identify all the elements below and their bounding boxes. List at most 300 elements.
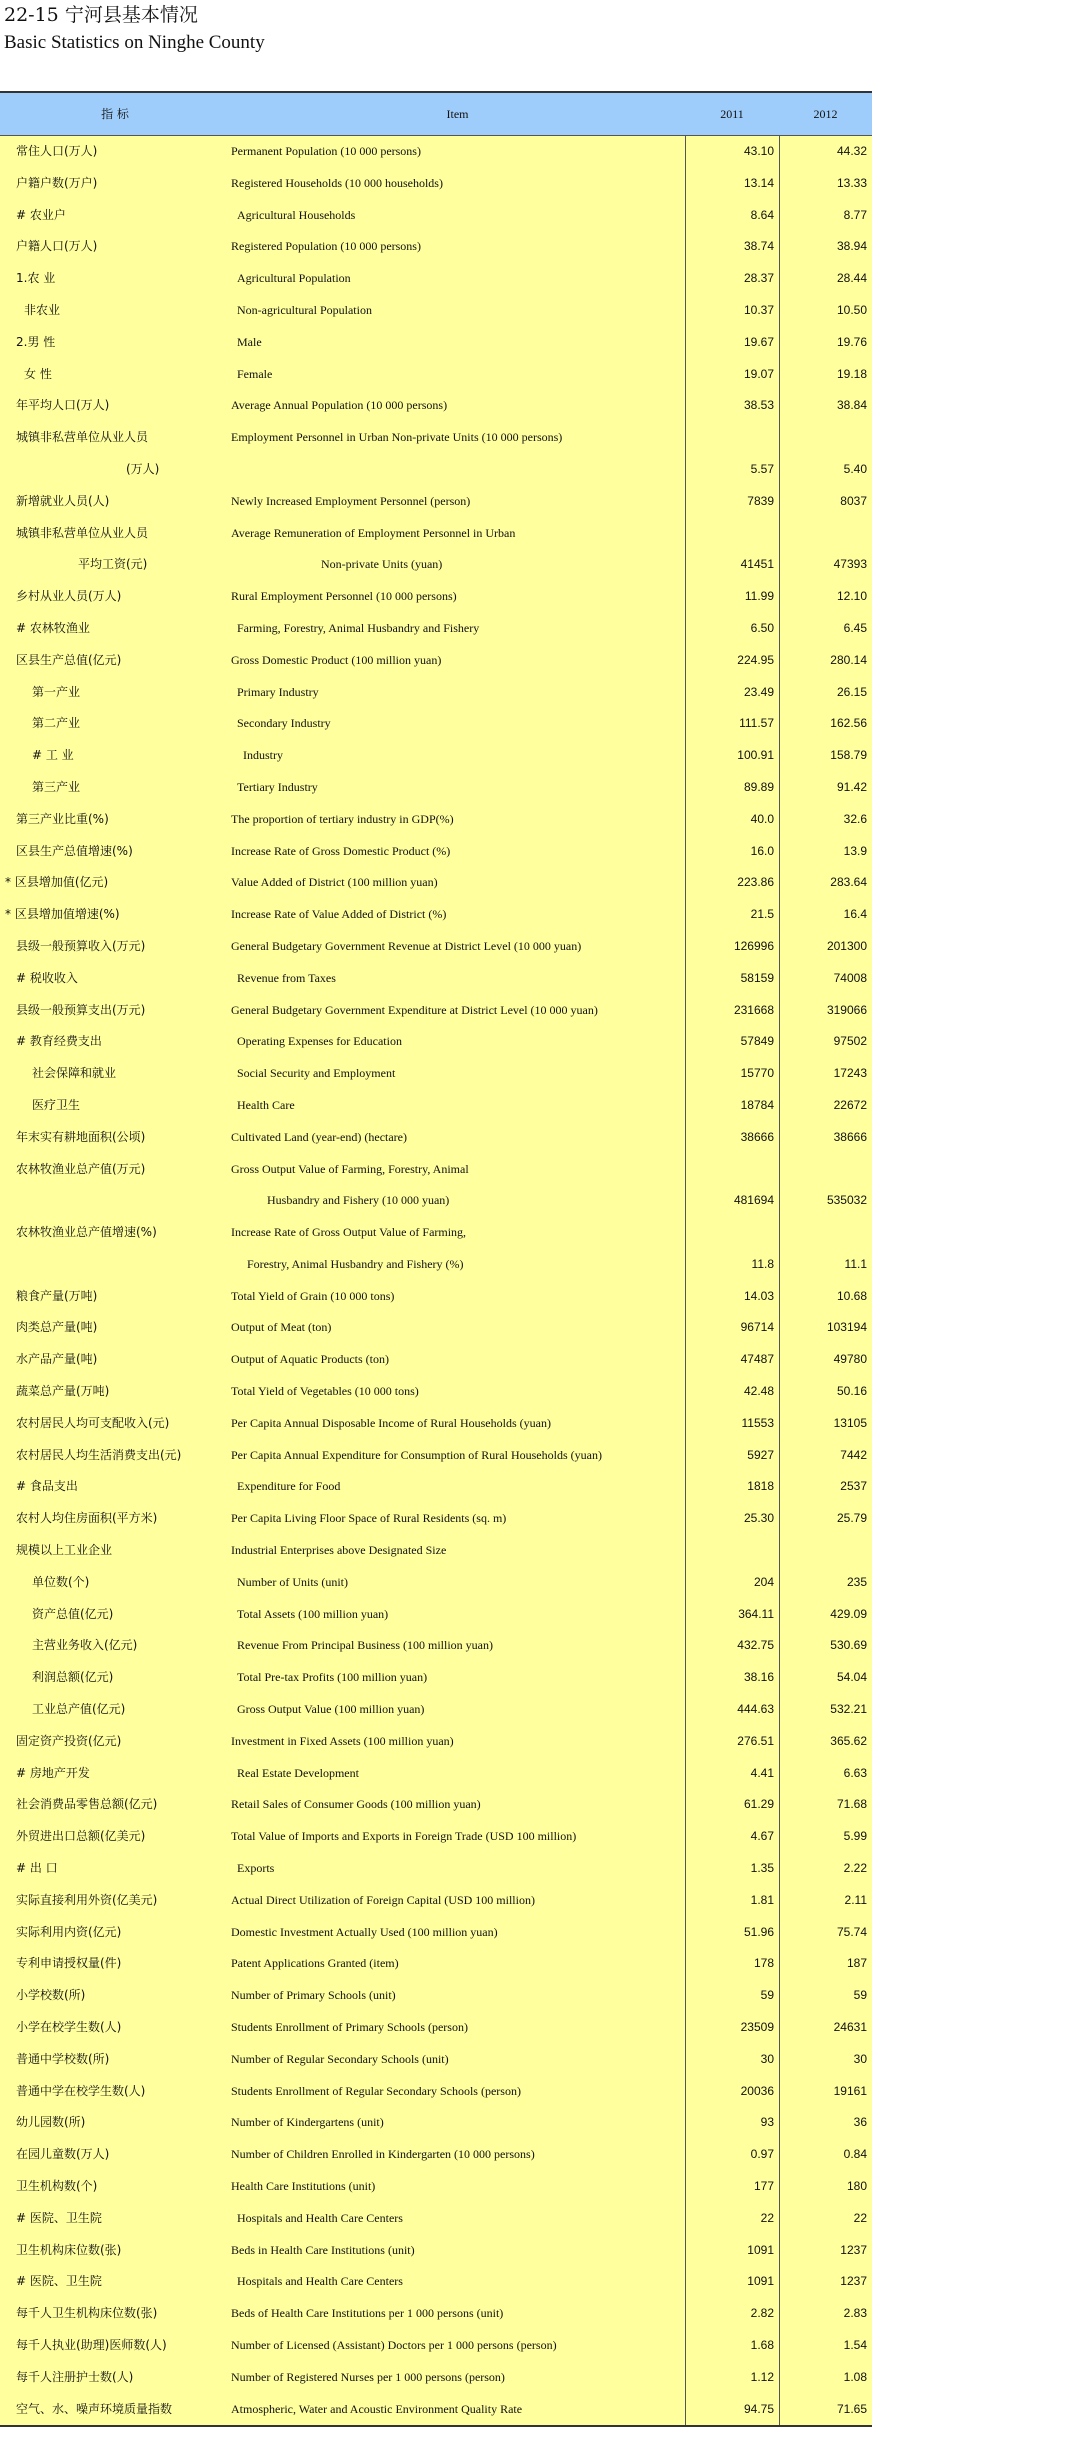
row-value-2012: 103194 bbox=[826, 1320, 867, 1335]
row-indicator-cn: # 出 口 bbox=[16, 1861, 58, 1876]
header-year-2011: 2011 bbox=[720, 107, 744, 121]
row-value-2011: 10.37 bbox=[743, 302, 774, 317]
row-value-2011: 223.86 bbox=[737, 875, 774, 890]
table-row bbox=[0, 1122, 872, 1154]
row-value-2011: 22 bbox=[760, 2210, 774, 2225]
row-value-2012: 11.1 bbox=[844, 1256, 867, 1271]
row-indicator-cn: 实际直接利用外资(亿美元) bbox=[16, 1892, 158, 1907]
row-value-2012: 532.21 bbox=[830, 1702, 867, 1717]
table-row bbox=[0, 1758, 872, 1790]
row-item-en: General Budgetary Government Revenue at District Level (10 000 yuan) bbox=[231, 938, 582, 953]
table-row bbox=[0, 2076, 872, 2108]
row-value-2012: 1.54 bbox=[843, 2337, 867, 2352]
row-item-en: Social Security and Employment bbox=[237, 1066, 396, 1081]
row-indicator-cn: 第一产业 bbox=[32, 684, 81, 699]
row-value-2011: 7839 bbox=[747, 493, 774, 508]
row-value-2012: 0.84 bbox=[843, 2147, 867, 2162]
row-value-2012: 535032 bbox=[826, 1193, 867, 1208]
row-item-en: Beds of Health Care Institutions per 1 000 persons (unit) bbox=[231, 2306, 504, 2321]
row-value-2012: 7442 bbox=[840, 1447, 867, 1462]
row-value-2011: 100.91 bbox=[737, 748, 774, 763]
table-row bbox=[0, 772, 872, 804]
row-item-en: Number of Regular Secondary Schools (unit) bbox=[231, 2051, 449, 2066]
table-row bbox=[0, 2266, 872, 2298]
row-indicator-cn: 县级一般预算支出(万元) bbox=[16, 1002, 146, 1017]
row-indicator-cn: 农村居民人均可支配收入(元) bbox=[16, 1415, 170, 1430]
row-item-en: Employment Personnel in Urban Non-private Units (10 000 persons) bbox=[231, 430, 563, 445]
table-row bbox=[0, 677, 872, 709]
table-row bbox=[0, 804, 872, 836]
header-year-2012: 2012 bbox=[813, 107, 838, 121]
row-indicator-cn: * 区县增加值(亿元) bbox=[5, 875, 109, 890]
row-value-2011: 1818 bbox=[747, 1479, 774, 1494]
row-value-2012: 54.04 bbox=[836, 1670, 867, 1685]
row-value-2011: 15770 bbox=[740, 1066, 774, 1081]
row-value-2012: 19.76 bbox=[836, 334, 867, 349]
table-row bbox=[0, 1217, 872, 1249]
row-item-en: Patent Applications Granted (item) bbox=[231, 1956, 399, 1971]
row-item-en: Total Yield of Vegetables (10 000 tons) bbox=[231, 1384, 419, 1399]
row-item-en: Revenue from Taxes bbox=[237, 970, 336, 985]
row-value-2011: 19.07 bbox=[743, 366, 774, 381]
table-row bbox=[0, 1471, 872, 1503]
row-item-en: Beds in Health Care Institutions (unit) bbox=[231, 2242, 415, 2257]
row-value-2011 bbox=[685, 1217, 774, 1249]
row-item-en: Farming, Forestry, Animal Husbandry and Fishery bbox=[237, 620, 480, 635]
row-indicator-cn: 在园儿童数(万人) bbox=[16, 2147, 110, 2162]
row-value-2012: 429.09 bbox=[830, 1606, 867, 1621]
row-indicator-cn: 平均工资(元) bbox=[78, 557, 148, 572]
row-indicator-cn: 女 性 bbox=[24, 366, 52, 381]
table-row bbox=[0, 2044, 872, 2076]
row-indicator-cn: 蔬菜总产量(万吨) bbox=[16, 1384, 110, 1399]
row-value-2011: 11.8 bbox=[751, 1256, 774, 1271]
row-indicator-cn: 专利申请授权量(件) bbox=[16, 1956, 122, 1971]
row-indicator-cn: 卫生机构床位数(张) bbox=[16, 2242, 122, 2257]
row-indicator-cn: 资产总值(亿元) bbox=[32, 1606, 114, 1621]
row-indicator-cn: * 区县增加值增速(%) bbox=[5, 907, 120, 922]
table-row bbox=[0, 1789, 872, 1821]
row-item-en: Newly Increased Employment Personnel (person) bbox=[231, 493, 471, 508]
row-value-2012: 13.33 bbox=[836, 175, 867, 190]
row-item-en: Per Capita Annual Expenditure for Consumption of Rural Households (yuan) bbox=[231, 1447, 602, 1462]
row-item-en: Male bbox=[237, 334, 262, 349]
row-value-2012: 8.77 bbox=[843, 207, 867, 222]
row-indicator-cn: 医疗卫生 bbox=[32, 1097, 81, 1112]
row-item-en: Real Estate Development bbox=[237, 1765, 359, 1780]
row-item-en: Expenditure for Food bbox=[237, 1479, 341, 1494]
row-indicator-cn bbox=[16, 1185, 230, 1217]
row-indicator-cn: (万人) bbox=[126, 461, 160, 476]
row-value-2012: 19.18 bbox=[836, 366, 867, 381]
row-item-en: Output of Aquatic Products (ton) bbox=[231, 1352, 389, 1367]
row-value-2011: 5927 bbox=[747, 1447, 774, 1462]
row-indicator-cn: # 工 业 bbox=[32, 748, 74, 763]
row-value-2012: 47393 bbox=[833, 557, 867, 572]
table-row bbox=[0, 613, 872, 645]
table-row bbox=[0, 518, 872, 550]
row-item-en: Cultivated Land (year-end) (hectare) bbox=[231, 1129, 407, 1144]
row-value-2011: 1.35 bbox=[750, 1861, 774, 1876]
table-row bbox=[0, 486, 872, 518]
table-row bbox=[0, 1599, 872, 1631]
row-value-2011: 38.53 bbox=[743, 398, 774, 413]
row-value-2011: 432.75 bbox=[737, 1638, 774, 1653]
table-row bbox=[0, 2012, 872, 2044]
row-value-2011: 19.67 bbox=[743, 334, 774, 349]
row-item-en: Agricultural Population bbox=[237, 271, 351, 286]
row-indicator-cn: 社会消费品零售总额(亿元) bbox=[16, 1797, 158, 1812]
table-row bbox=[0, 327, 872, 359]
row-item-en: Revenue From Principal Business (100 million yuan) bbox=[237, 1638, 493, 1653]
row-item-en: Female bbox=[237, 366, 273, 381]
row-item-en: Increase Rate of Gross Output Value of Farming, bbox=[231, 1225, 467, 1240]
row-value-2011: 38.16 bbox=[743, 1670, 774, 1685]
row-indicator-cn: 每千人注册护士数(人) bbox=[16, 2369, 134, 2384]
row-value-2011: 8.64 bbox=[750, 207, 774, 222]
row-indicator-cn: 小学在校学生数(人) bbox=[16, 2020, 122, 2035]
row-value-2012: 71.65 bbox=[836, 2401, 867, 2416]
row-value-2011: 30 bbox=[760, 2051, 774, 2066]
row-item-en: Number of Primary Schools (unit) bbox=[231, 1988, 396, 2003]
row-item-en: Retail Sales of Consumer Goods (100 million yuan) bbox=[231, 1797, 481, 1812]
row-value-2011: 96714 bbox=[740, 1320, 774, 1335]
row-indicator-cn: 年末实有耕地面积(公顷) bbox=[16, 1129, 146, 1144]
row-value-2012: 25.79 bbox=[836, 1511, 867, 1526]
table-row bbox=[0, 645, 872, 677]
row-value-2012: 71.68 bbox=[836, 1797, 867, 1812]
row-item-en: Per Capita Living Floor Space of Rural Residents (sq. m) bbox=[231, 1511, 507, 1526]
row-value-2011: 6.50 bbox=[750, 620, 774, 635]
table-row bbox=[0, 1662, 872, 1694]
row-item-en: Primary Industry bbox=[237, 684, 319, 699]
row-value-2011: 1.12 bbox=[750, 2369, 774, 2384]
row-value-2011: 111.57 bbox=[739, 716, 774, 731]
table-row bbox=[0, 836, 872, 868]
row-indicator-cn: 固定资产投资(亿元) bbox=[16, 1733, 122, 1748]
row-item-en: Health Care Institutions (unit) bbox=[231, 2179, 376, 2193]
row-item-en: Increase Rate of Value Added of District (%) bbox=[231, 907, 447, 922]
row-value-2011: 61.29 bbox=[743, 1797, 774, 1812]
row-item-en: Industrial Enterprises above Designated Size bbox=[231, 1543, 447, 1558]
row-value-2011: 1.68 bbox=[750, 2337, 774, 2352]
row-item-en: Agricultural Households bbox=[237, 207, 356, 222]
table-row bbox=[0, 1503, 872, 1535]
table-row bbox=[0, 1885, 872, 1917]
table-row bbox=[0, 1535, 872, 1567]
table-row bbox=[0, 740, 872, 772]
table-row bbox=[0, 390, 872, 422]
table-row bbox=[0, 2298, 872, 2330]
row-indicator-cn: # 医院、卫生院 bbox=[16, 2210, 102, 2225]
row-value-2011: 94.75 bbox=[743, 2401, 774, 2416]
row-item-en: Forestry, Animal Husbandry and Fishery (%) bbox=[247, 1256, 464, 1271]
table-row bbox=[0, 2394, 872, 2426]
row-item-en: Hospitals and Health Care Centers bbox=[237, 2210, 403, 2225]
row-value-2011 bbox=[685, 1535, 774, 1567]
row-value-2012: 158.79 bbox=[830, 748, 867, 763]
row-indicator-cn: 规模以上工业企业 bbox=[16, 1543, 113, 1558]
row-value-2012: 22 bbox=[853, 2210, 867, 2225]
row-indicator-cn: 户籍人口(万人) bbox=[16, 239, 98, 254]
table-row bbox=[0, 963, 872, 995]
row-value-2011: 23.49 bbox=[743, 684, 774, 699]
row-item-en: Investment in Fixed Assets (100 million yuan) bbox=[231, 1733, 454, 1748]
table-row bbox=[0, 2330, 872, 2362]
table-row bbox=[0, 2362, 872, 2394]
row-item-en: Domestic Investment Actually Used (100 million yuan) bbox=[231, 1924, 498, 1939]
row-value-2012: 75.74 bbox=[836, 1924, 867, 1939]
row-item-en: Average Annual Population (10 000 persons) bbox=[231, 398, 448, 413]
row-value-2011: 4.67 bbox=[750, 1829, 774, 1844]
row-indicator-cn: 第三产业比重(%) bbox=[16, 811, 109, 826]
row-value-2011: 481694 bbox=[733, 1193, 774, 1208]
statistics-table bbox=[0, 91, 872, 2427]
row-item-en: Industry bbox=[243, 748, 283, 763]
row-item-en: Exports bbox=[237, 1861, 275, 1876]
row-indicator-cn: 非农业 bbox=[24, 302, 61, 317]
row-indicator-cn: 年平均人口(万人) bbox=[16, 398, 110, 413]
table-row bbox=[0, 1312, 872, 1344]
row-value-2011: 89.89 bbox=[743, 779, 774, 794]
row-value-2012: 12.10 bbox=[836, 589, 867, 604]
row-value-2011: 1091 bbox=[747, 2242, 774, 2257]
row-item-en: Husbandry and Fishery (10 000 yuan) bbox=[267, 1193, 450, 1208]
row-value-2011: 178 bbox=[753, 1956, 774, 1971]
row-item-en: Total Yield of Grain (10 000 tons) bbox=[231, 1288, 395, 1303]
table-row bbox=[0, 454, 872, 486]
row-value-2012: 13105 bbox=[833, 1415, 867, 1430]
row-indicator-cn: 小学校数(所) bbox=[16, 1988, 86, 2003]
table-row bbox=[0, 1185, 872, 1217]
row-value-2012: 2537 bbox=[840, 1479, 867, 1494]
row-indicator-cn: 农林牧渔业总产值增速(%) bbox=[16, 1225, 157, 1240]
row-value-2011: 364.11 bbox=[738, 1606, 774, 1621]
row-indicator-cn: 每千人执业(助理)医师数(人) bbox=[16, 2337, 167, 2352]
row-item-en: General Budgetary Government Expenditure at District Level (10 000 yuan) bbox=[231, 1002, 598, 1017]
row-value-2012: 187 bbox=[846, 1956, 867, 1971]
table-row bbox=[0, 1281, 872, 1313]
row-value-2011: 23509 bbox=[740, 2020, 774, 2035]
row-indicator-cn: 实际利用内资(亿元) bbox=[16, 1924, 122, 1939]
row-indicator-cn: 1.农 业 bbox=[16, 271, 56, 286]
row-indicator-cn bbox=[16, 1249, 230, 1281]
row-item-en: Total Value of Imports and Exports in Foreign Trade (USD 100 million) bbox=[231, 1829, 577, 1844]
row-indicator-cn: 区县生产总值增速(%) bbox=[16, 843, 133, 858]
row-item-en: Number of Kindergartens (unit) bbox=[231, 2115, 384, 2130]
row-indicator-cn: 城镇非私营单位从业人员 bbox=[16, 525, 149, 540]
row-value-2011: 21.5 bbox=[750, 907, 774, 922]
table-row bbox=[0, 2203, 872, 2235]
row-value-2011: 126996 bbox=[733, 938, 774, 953]
row-indicator-cn: 卫生机构数(个) bbox=[16, 2179, 98, 2193]
row-value-2011: 224.95 bbox=[737, 652, 774, 667]
row-item-en: Increase Rate of Gross Domestic Product (%) bbox=[231, 843, 451, 858]
row-item-en: Non-agricultural Population bbox=[237, 302, 372, 317]
row-item-en: Non-private Units (yuan) bbox=[321, 557, 443, 572]
row-item-en: Output of Meat (ton) bbox=[231, 1320, 332, 1335]
row-indicator-cn: 乡村从业人员(万人) bbox=[16, 589, 122, 604]
row-indicator-cn: 常住人口(万人) bbox=[16, 144, 98, 158]
table-row bbox=[0, 295, 872, 327]
row-value-2011: 177 bbox=[753, 2179, 774, 2193]
row-value-2012: 2.83 bbox=[843, 2306, 867, 2321]
row-item-en: Hospitals and Health Care Centers bbox=[237, 2274, 403, 2289]
table-row bbox=[0, 1726, 872, 1758]
row-value-2011: 43.10 bbox=[743, 144, 774, 158]
row-value-2011 bbox=[685, 422, 774, 454]
row-value-2011: 20036 bbox=[740, 2083, 774, 2098]
row-value-2012: 30 bbox=[853, 2051, 867, 2066]
row-value-2011 bbox=[685, 518, 774, 550]
table-row bbox=[0, 899, 872, 931]
row-item-en: Total Assets (100 million yuan) bbox=[237, 1606, 389, 1621]
row-indicator-cn: 县级一般预算收入(万元) bbox=[16, 938, 146, 953]
row-value-2012: 365.62 bbox=[830, 1733, 867, 1748]
row-value-2012: 180 bbox=[846, 2179, 867, 2193]
row-value-2012: 8037 bbox=[840, 493, 867, 508]
row-value-2011: 59 bbox=[760, 1988, 774, 2003]
row-value-2011: 40.0 bbox=[750, 811, 774, 826]
row-indicator-cn: 新增就业人员(人) bbox=[16, 493, 110, 508]
table-row bbox=[0, 231, 872, 263]
row-value-2011: 51.96 bbox=[743, 1924, 774, 1939]
row-value-2012: 36 bbox=[853, 2115, 867, 2130]
row-item-en: Gross Output Value (100 million yuan) bbox=[237, 1702, 425, 1717]
row-indicator-cn: 主营业务收入(亿元) bbox=[32, 1638, 138, 1653]
row-indicator-cn: 空气、水、噪声环境质量指数 bbox=[16, 2401, 173, 2416]
table-row bbox=[0, 1917, 872, 1949]
page-title-en: Basic Statistics on Ninghe County bbox=[4, 32, 265, 53]
table-row bbox=[0, 422, 872, 454]
row-value-2012: 59 bbox=[853, 1988, 867, 2003]
table-header bbox=[0, 93, 872, 136]
table-row bbox=[0, 1694, 872, 1726]
row-value-2012: 13.9 bbox=[843, 843, 867, 858]
row-item-en: Students Enrollment of Regular Secondary Schools (person) bbox=[231, 2083, 521, 2098]
row-value-2012: 283.64 bbox=[830, 875, 867, 890]
table-row bbox=[0, 2171, 872, 2203]
row-value-2011: 1.81 bbox=[750, 1892, 774, 1907]
row-indicator-cn: # 税收收入 bbox=[16, 970, 78, 985]
row-value-2011: 4.41 bbox=[750, 1765, 774, 1780]
row-value-2011: 25.30 bbox=[743, 1511, 774, 1526]
table-row bbox=[0, 867, 872, 899]
row-indicator-cn: 农村居民人均生活消费支出(元) bbox=[16, 1447, 182, 1462]
row-value-2012: 201300 bbox=[826, 938, 867, 953]
row-value-2011: 5.57 bbox=[750, 461, 774, 476]
row-value-2011: 93 bbox=[760, 2115, 774, 2130]
header-indicator: 指 标 bbox=[101, 107, 129, 121]
row-value-2012: 5.99 bbox=[843, 1829, 867, 1844]
row-value-2011: 18784 bbox=[740, 1097, 774, 1112]
row-value-2012: 2.11 bbox=[844, 1892, 867, 1907]
row-indicator-cn: 外贸进出口总额(亿美元) bbox=[16, 1829, 146, 1844]
row-value-2011: 38.74 bbox=[743, 239, 774, 254]
row-value-2011: 13.14 bbox=[743, 175, 774, 190]
row-value-2012: 44.32 bbox=[836, 144, 867, 158]
row-item-en: The proportion of tertiary industry in GDP(%) bbox=[231, 811, 454, 826]
table-body bbox=[0, 136, 872, 2425]
table-row bbox=[0, 1948, 872, 1980]
row-indicator-cn: 水产品产量(吨) bbox=[16, 1352, 98, 1367]
row-value-2012 bbox=[779, 1154, 867, 1186]
table-row bbox=[0, 1026, 872, 1058]
row-value-2012 bbox=[779, 1535, 867, 1567]
row-value-2012: 50.16 bbox=[836, 1384, 867, 1399]
row-item-en: Number of Licensed (Assistant) Doctors per 1 000 persons (person) bbox=[231, 2337, 557, 2352]
row-indicator-cn: # 教育经费支出 bbox=[16, 1034, 102, 1049]
table-row bbox=[0, 1440, 872, 1472]
row-indicator-cn: 单位数(个) bbox=[32, 1574, 90, 1589]
table-row bbox=[0, 136, 872, 168]
row-value-2012: 10.68 bbox=[836, 1288, 867, 1303]
row-value-2011: 1091 bbox=[747, 2274, 774, 2289]
table-row bbox=[0, 995, 872, 1027]
table-row bbox=[0, 1249, 872, 1281]
row-item-en: Average Remuneration of Employment Personnel in Urban bbox=[231, 525, 516, 540]
row-item-en: Number of Units (unit) bbox=[237, 1574, 348, 1589]
row-indicator-cn: 第二产业 bbox=[32, 716, 81, 731]
row-value-2011: 42.48 bbox=[743, 1384, 774, 1399]
row-value-2011: 11.99 bbox=[744, 589, 774, 604]
row-value-2011: 58159 bbox=[740, 970, 774, 985]
table-row bbox=[0, 2107, 872, 2139]
table-row bbox=[0, 1344, 872, 1376]
row-value-2012: 38.94 bbox=[836, 239, 867, 254]
table-row bbox=[0, 1154, 872, 1186]
row-indicator-cn: 区县生产总值(亿元) bbox=[16, 652, 122, 667]
row-item-en: Permanent Population (10 000 persons) bbox=[231, 144, 421, 158]
row-value-2012: 10.50 bbox=[836, 302, 867, 317]
row-value-2012 bbox=[779, 422, 867, 454]
row-value-2012: 319066 bbox=[826, 1002, 867, 1017]
row-item-en: Rural Employment Personnel (10 000 persons) bbox=[231, 589, 457, 604]
row-item-en: Number of Children Enrolled in Kindergarten (10 000 persons) bbox=[231, 2147, 535, 2162]
row-value-2011: 204 bbox=[753, 1574, 774, 1589]
row-value-2012 bbox=[779, 1217, 867, 1249]
row-value-2012: 49780 bbox=[833, 1352, 867, 1367]
table-row bbox=[0, 708, 872, 740]
row-item-en: Registered Population (10 000 persons) bbox=[231, 239, 421, 254]
row-indicator-cn: 社会保障和就业 bbox=[32, 1066, 117, 1081]
row-indicator-cn: 城镇非私营单位从业人员 bbox=[16, 430, 149, 445]
table-row bbox=[0, 2235, 872, 2267]
row-indicator-cn: # 农业户 bbox=[16, 207, 66, 222]
row-value-2012: 235 bbox=[846, 1574, 867, 1589]
table-row bbox=[0, 1630, 872, 1662]
row-indicator-cn: # 医院、卫生院 bbox=[16, 2274, 102, 2289]
row-item-en: Value Added of District (100 million yuan) bbox=[231, 875, 438, 890]
row-value-2012: 6.63 bbox=[843, 1765, 867, 1780]
row-value-2012: 91.42 bbox=[836, 779, 867, 794]
row-item-en: Gross Domestic Product (100 million yuan) bbox=[231, 652, 442, 667]
row-indicator-cn: # 农林牧渔业 bbox=[16, 620, 90, 635]
table-row bbox=[0, 168, 872, 200]
row-item-en: Number of Registered Nurses per 1 000 persons (person) bbox=[231, 2369, 505, 2384]
row-value-2012: 1.08 bbox=[843, 2369, 867, 2384]
row-value-2011: 38666 bbox=[740, 1129, 774, 1144]
row-value-2012: 1237 bbox=[840, 2242, 867, 2257]
table-row bbox=[0, 1821, 872, 1853]
row-indicator-cn: 每千人卫生机构床位数(张) bbox=[16, 2306, 158, 2321]
table-row bbox=[0, 549, 872, 581]
row-value-2011: 11553 bbox=[741, 1415, 774, 1430]
row-item-en: Students Enrollment of Primary Schools (person) bbox=[231, 2020, 468, 2035]
table-row bbox=[0, 931, 872, 963]
row-value-2012: 17243 bbox=[833, 1066, 867, 1081]
row-value-2012: 530.69 bbox=[830, 1638, 867, 1653]
